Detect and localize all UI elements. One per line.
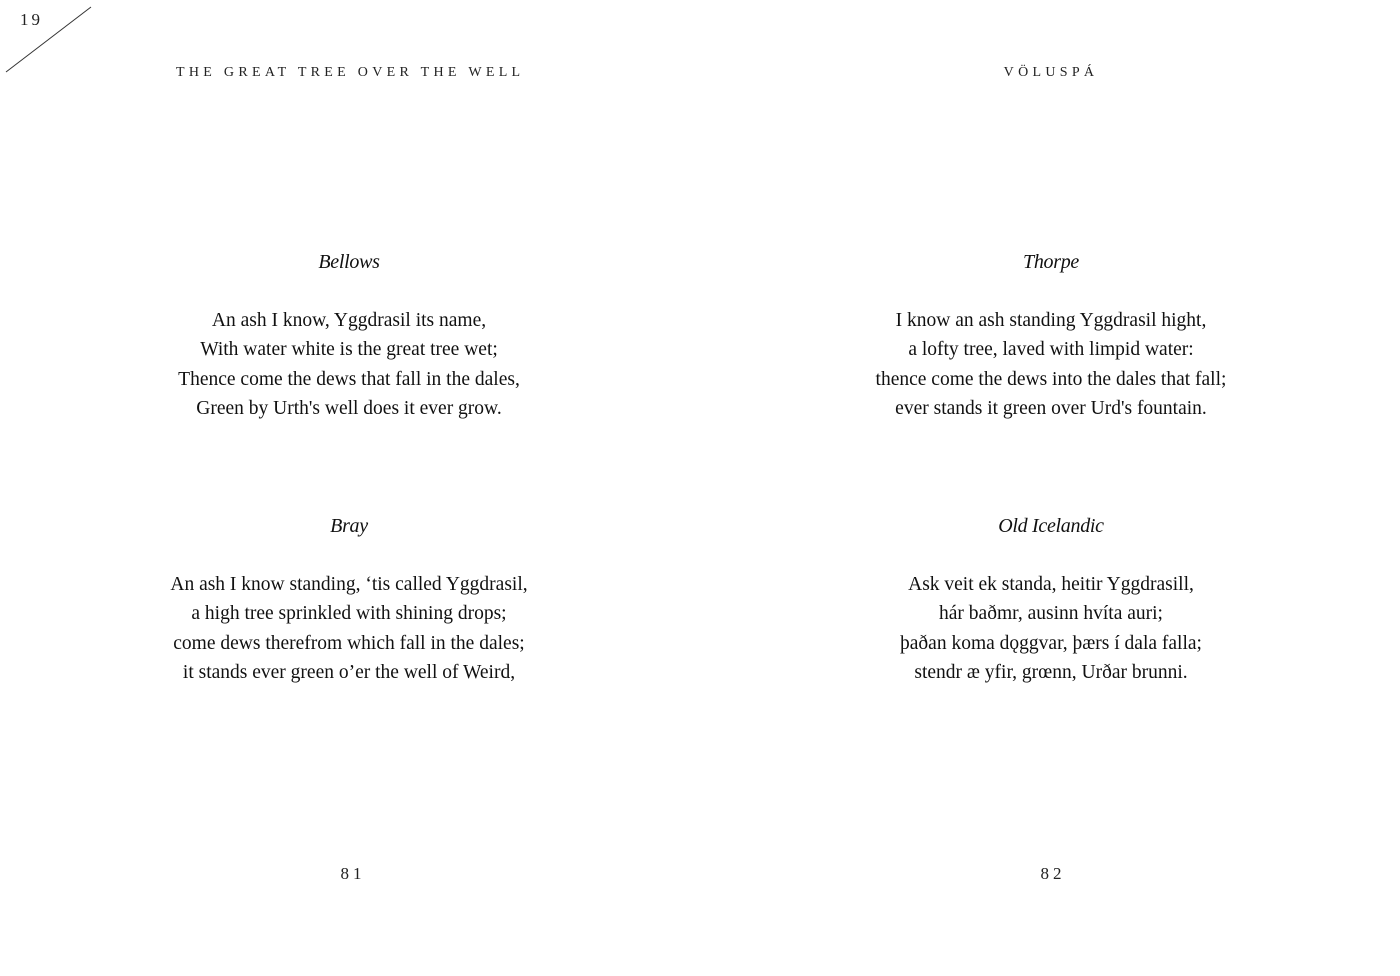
verse-line: hár baðmr, ausinn hvíta auri; [939, 603, 1163, 625]
verse-line: ever stands it green over Urd's fountain. [895, 397, 1207, 419]
verse-line: With water white is the great tree wet; [200, 339, 498, 361]
translator-name: Old Icelandic [998, 515, 1104, 537]
running-head-left: THE GREAT TREE OVER THE WELL [176, 65, 525, 80]
page-number-right: 82 [1040, 864, 1066, 883]
verse-line: þaðan koma dǫggvar, þærs í dala falla; [900, 632, 1202, 654]
verse-line: it stands ever green o’er the well of Weird, [182, 661, 516, 683]
translator-name: Bray [330, 515, 368, 537]
verse-lines [700, 306, 1400, 423]
verse-line: a high tree sprinkled with shining drops; [191, 603, 507, 625]
stanza-bray [0, 512, 698, 687]
verse-line: Green by Urth's well does it ever grow. [196, 397, 502, 419]
verse-line: a lofty tree, laved with limpid water: [908, 339, 1194, 361]
verse-lines [0, 570, 698, 687]
verse-line: come dews therefrom which fall in the dales; [173, 632, 525, 654]
verse-lines [0, 306, 698, 423]
right-page [700, 0, 1400, 976]
verse-line: thence come the dews into the dales that fall; [875, 368, 1227, 390]
verse-lines [700, 570, 1400, 687]
verse-line: An ash I know, Yggdrasil its name, [211, 310, 487, 331]
corner-number: 19 [20, 10, 43, 29]
running-head-right: VÖLUSPÁ [1003, 65, 1099, 80]
verse-line: Ask veit ek standa, heitir Yggdrasill, [908, 574, 1194, 595]
stanza-bellows [0, 248, 698, 423]
page-number-left: 81 [340, 864, 366, 883]
verse-line: An ash I know standing, ‘tis called Yggdrasil, [170, 574, 528, 595]
translator-name: Bellows [318, 251, 380, 273]
verse-line: Thence come the dews that fall in the dales, [178, 368, 520, 390]
verse-line: stendr æ yfir, grœnn, Urðar brunni. [914, 661, 1188, 683]
translator-name: Thorpe [1023, 251, 1079, 273]
stanza-thorpe [700, 248, 1400, 423]
verse-line: I know an ash standing Yggdrasil hight, [895, 310, 1207, 331]
stanza-old-icelandic [700, 512, 1400, 687]
